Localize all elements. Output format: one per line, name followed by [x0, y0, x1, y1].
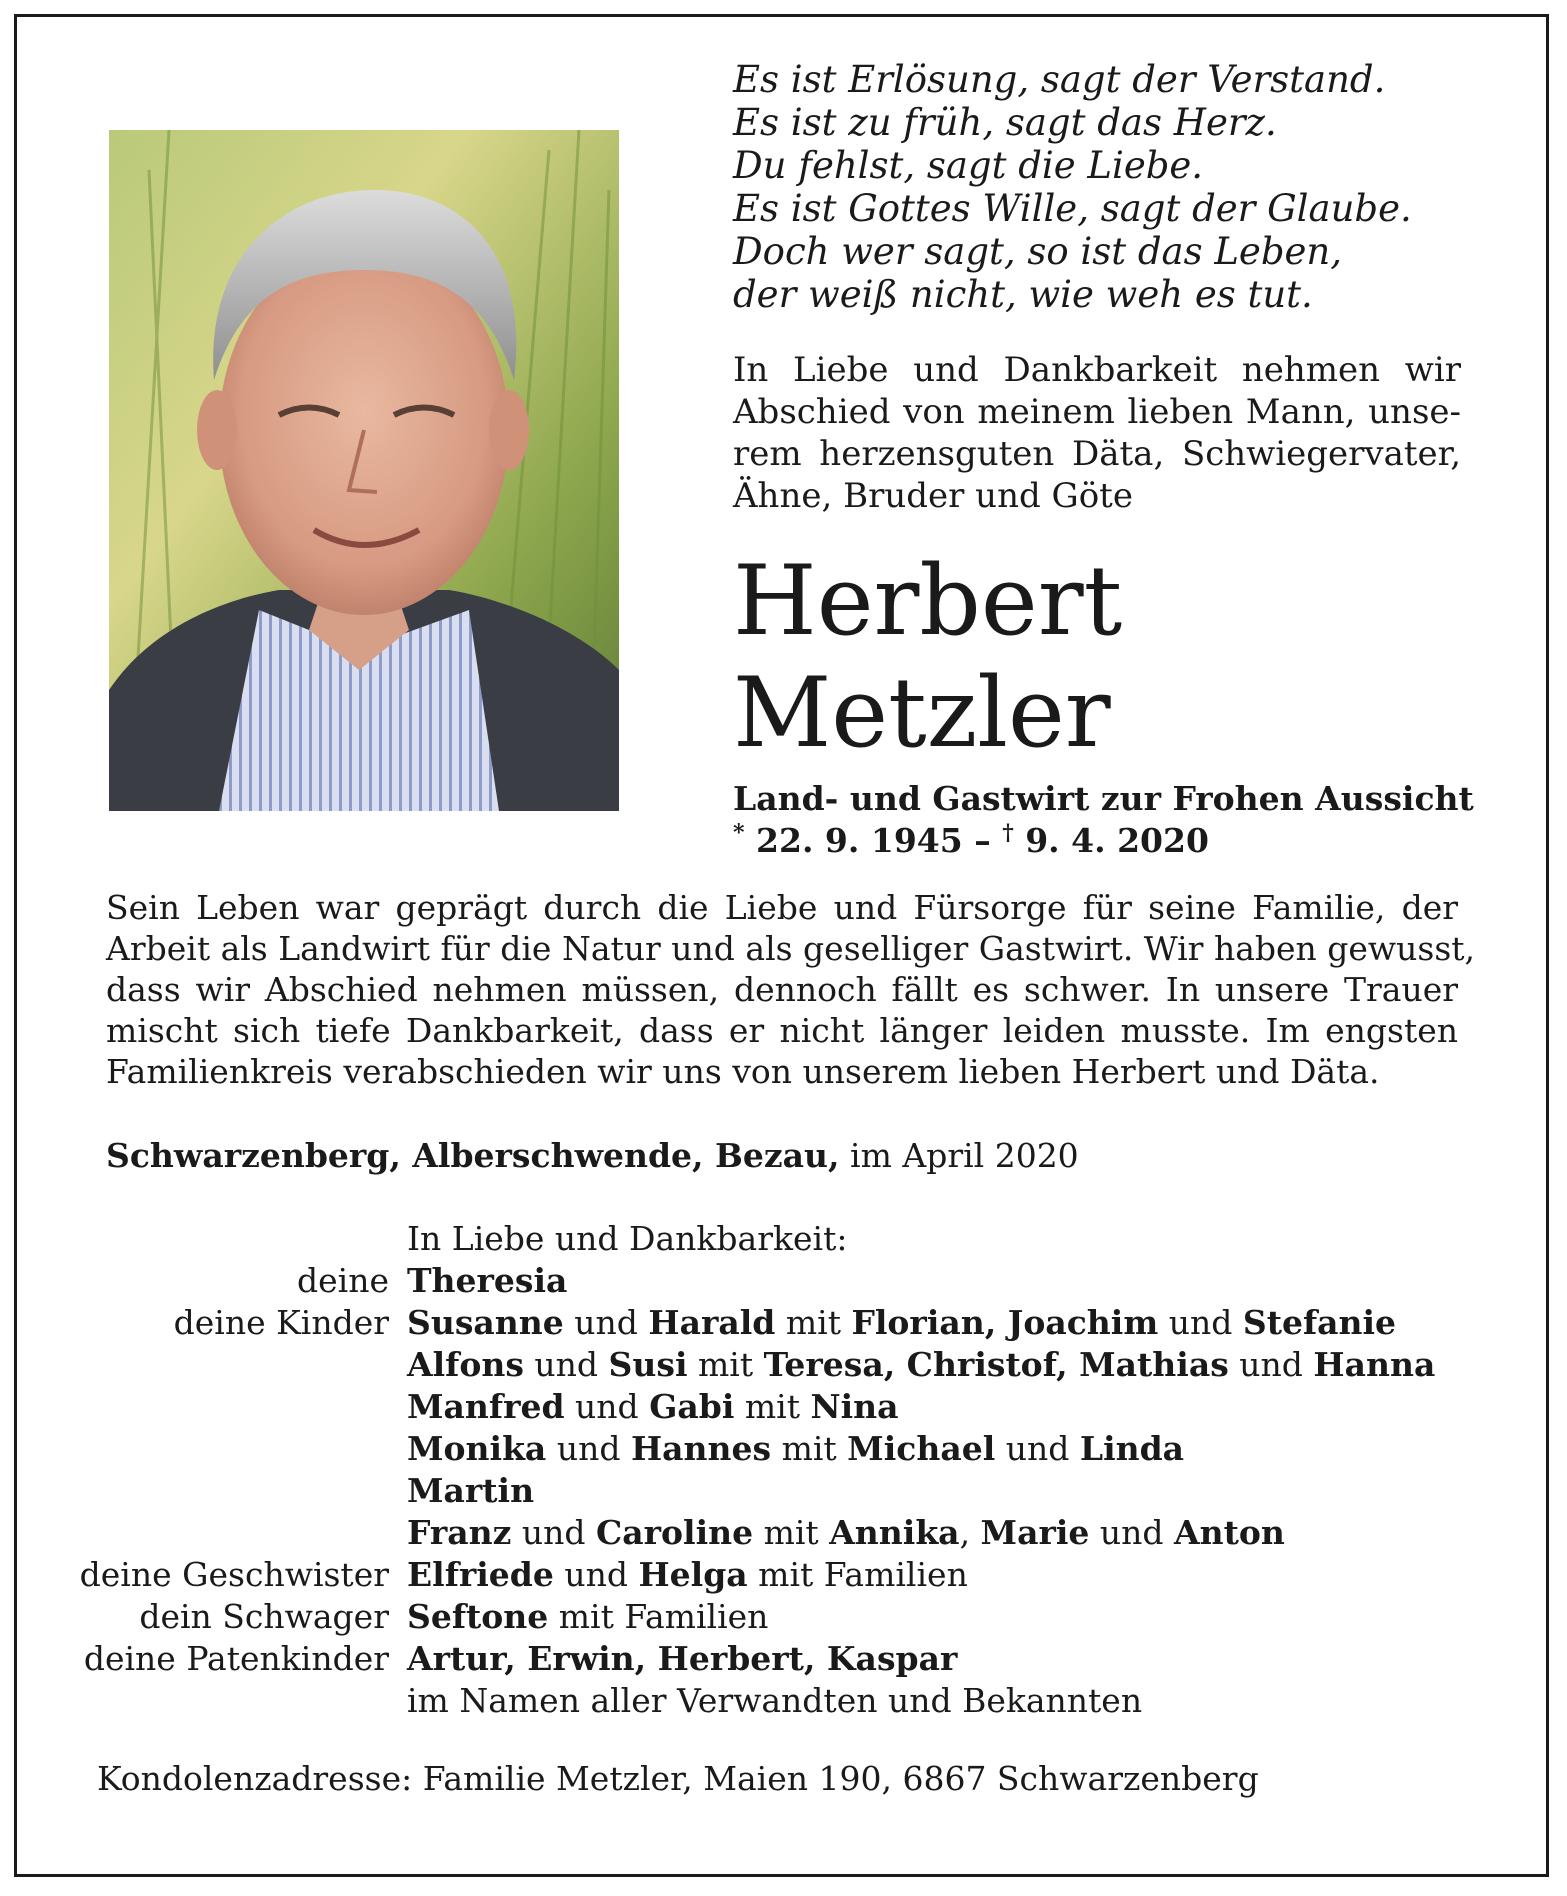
occupation: Land- und Gastwirt zur Frohen Aussicht — [733, 779, 1474, 818]
connector-text: und — [511, 1513, 596, 1552]
connector-text: mit — [734, 1387, 811, 1426]
relative-names — [407, 1386, 899, 1428]
connector-text: mit — [687, 1345, 764, 1384]
connector-text: und — [564, 1387, 650, 1426]
relative-name: Alfons — [407, 1345, 524, 1384]
intro-line: In Liebe und Dankbarkeit nehmen wir — [733, 350, 1461, 390]
family-row — [0, 1428, 1567, 1470]
relation-label — [0, 1344, 407, 1386]
relation-label: dein Schwager — [139, 1597, 389, 1636]
intro-line: rem herzensguten Däta, Schwiegervater, — [733, 434, 1461, 474]
relative-names — [407, 1302, 1396, 1344]
family-row — [0, 1470, 1567, 1512]
relative-name: Helga — [638, 1555, 748, 1594]
poem — [733, 58, 1513, 316]
last-name: Metzler — [733, 657, 1111, 769]
relative-name: Harald — [648, 1303, 776, 1342]
relative-name: Anton — [1174, 1513, 1285, 1552]
connector-text: mit Familien — [747, 1555, 968, 1594]
relative-name: Hanna — [1313, 1345, 1436, 1384]
relation-label: deine Kinder — [173, 1303, 389, 1342]
connector-text: mit — [771, 1429, 848, 1468]
poem-line: Es ist zu früh, sagt das Herz. — [733, 101, 1277, 144]
connector-text: und — [546, 1429, 631, 1468]
paragraph-line: Arbeit als Landwirt für die Natur und als geselliger Gastwirt. Wir haben gewusst, — [106, 929, 1476, 968]
relative-names — [407, 1470, 534, 1512]
family-row — [0, 1260, 1567, 1302]
family-row — [0, 1680, 1567, 1722]
relative-names — [407, 1554, 968, 1596]
connector-text: und — [1228, 1345, 1314, 1384]
relative-names — [407, 1680, 1142, 1722]
family-intro: In Liebe und Dankbarkeit: — [407, 1219, 848, 1258]
paragraph-line: dass wir Abschied nehmen müssen, dennoch fällt es schwer. In unsere Trauer — [106, 970, 1458, 1009]
condolence-address: Kondolenzadresse: Familie Metzler, Maien 190, 6867 Schwarzenberg — [97, 1759, 1259, 1798]
birth-date: 22. 9. 1945 — [756, 821, 963, 860]
death-mark: † — [1002, 820, 1014, 846]
family-row — [0, 1344, 1567, 1386]
month-year: im April 2020 — [850, 1136, 1079, 1175]
relation-label — [0, 1428, 407, 1470]
relative-name: Seftone — [407, 1597, 549, 1636]
relative-name: Caroline — [595, 1513, 754, 1552]
connector-text: und — [523, 1345, 609, 1384]
family-row — [0, 1386, 1567, 1428]
relative-name: Susi — [608, 1345, 688, 1384]
death-date: 9. 4. 2020 — [1025, 821, 1209, 860]
relative-names — [407, 1638, 957, 1680]
relation-label: deine Patenkinder — [83, 1639, 389, 1678]
first-name: Herbert — [733, 545, 1123, 657]
poem-line: Du fehlst, sagt die Liebe. — [733, 144, 1204, 187]
relation-label: deine — [297, 1261, 389, 1300]
place-and-date — [106, 1135, 1079, 1176]
birth-mark: * — [733, 820, 745, 846]
paragraph-line: Sein Leben war geprägt durch die Liebe und Fürsorge für seine Familie, der — [106, 888, 1458, 927]
relative-name: Annika — [829, 1513, 960, 1552]
relative-name: Michael — [847, 1429, 996, 1468]
date-separator: – — [974, 821, 991, 860]
family-intro-row — [0, 1218, 1567, 1260]
poem-line: der weiß nicht, wie weh es tut. — [733, 273, 1313, 316]
towns: Schwarzenberg, Alberschwende, Bezau, — [106, 1136, 840, 1175]
relative-name: Manfred — [407, 1387, 565, 1426]
family-row — [0, 1554, 1567, 1596]
relative-name: Theresia — [407, 1261, 568, 1300]
relative-name: Teresa, Christof, Mathias — [763, 1345, 1229, 1384]
relative-name: Elfriede — [407, 1555, 554, 1594]
paragraph-line: mischt sich tiefe Dankbarkeit, dass er nicht länger leiden musste. Im engsten — [106, 1011, 1458, 1050]
relation-label — [0, 1386, 407, 1428]
connector-text: und — [995, 1429, 1080, 1468]
relative-name: Stefanie — [1242, 1303, 1397, 1342]
relation-label: deine Geschwister — [79, 1555, 389, 1594]
intro-line: Ähne, Bruder und Göte — [733, 476, 1133, 516]
intro-line: Abschied von meinem lieben Mann, unse- — [733, 392, 1461, 432]
relative-name: Marie — [980, 1513, 1090, 1552]
connector-text: mit Familien — [548, 1597, 769, 1636]
connector-text: und — [553, 1555, 639, 1594]
relative-names — [407, 1512, 1285, 1554]
relative-name: Martin — [407, 1471, 535, 1510]
relation-label — [0, 1512, 407, 1554]
relative-name: Nina — [810, 1387, 899, 1426]
connector-text: im Namen aller Verwandten und Bekannten — [407, 1681, 1143, 1720]
connector-text: mit — [753, 1513, 830, 1552]
deceased-name — [733, 545, 1122, 769]
relative-name: Gabi — [649, 1387, 735, 1426]
portrait-photo — [109, 130, 619, 811]
relation-label — [0, 1680, 407, 1722]
relative-name: Susanne — [407, 1303, 564, 1342]
family-row — [0, 1638, 1567, 1680]
relative-name: Artur, Erwin, Herbert, Kaspar — [407, 1639, 958, 1678]
family-row — [0, 1302, 1567, 1344]
poem-line: Doch wer sagt, so ist das Leben, — [733, 230, 1343, 273]
poem-line: Es ist Gottes Wille, sagt der Glaube. — [733, 187, 1412, 230]
connector-text: und — [1158, 1303, 1243, 1342]
relative-name: Franz — [407, 1513, 512, 1552]
family-list — [0, 1218, 1567, 1722]
relative-name: Hannes — [630, 1429, 772, 1468]
connector-text: mit — [775, 1303, 852, 1342]
connector-text: und — [1089, 1513, 1175, 1552]
relative-name: Monika — [407, 1429, 547, 1468]
relation-label — [0, 1470, 407, 1512]
tribute-paragraph — [106, 887, 1476, 1092]
relative-names — [407, 1260, 567, 1302]
connector-text: und — [563, 1303, 649, 1342]
connector-text: , — [959, 1513, 981, 1552]
paragraph-line: Familienkreis verabschieden wir uns von unserem lieben Herbert und Däta. — [106, 1052, 1380, 1091]
family-row — [0, 1512, 1567, 1554]
role-and-dates — [733, 778, 1474, 862]
relative-names — [407, 1344, 1435, 1386]
relative-names — [407, 1596, 768, 1638]
relative-name: Linda — [1079, 1429, 1185, 1468]
family-row — [0, 1596, 1567, 1638]
relative-name: Florian, Joachim — [851, 1303, 1159, 1342]
life-dates — [733, 820, 1474, 862]
intro-text — [733, 349, 1461, 517]
relative-names — [407, 1428, 1184, 1470]
poem-line: Es ist Erlösung, sagt der Verstand. — [733, 58, 1386, 101]
